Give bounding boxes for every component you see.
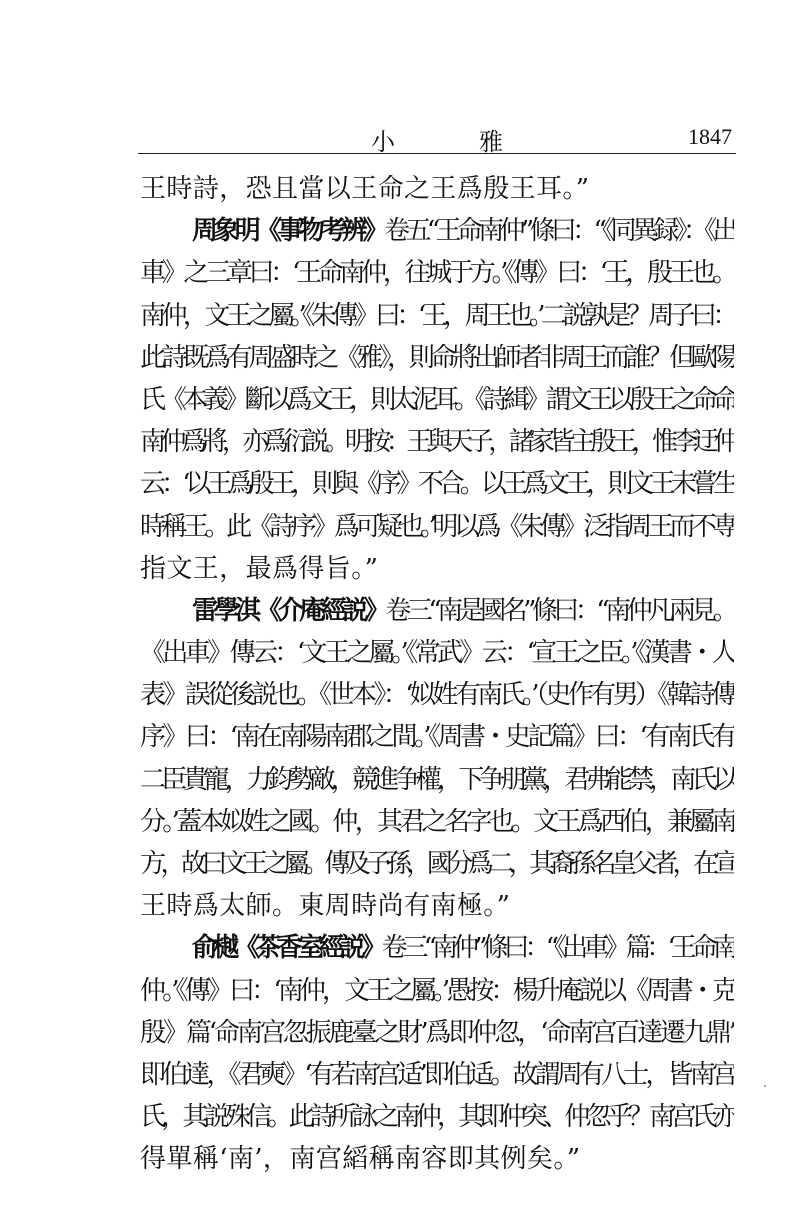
scan-speck (764, 1085, 766, 1087)
line-text: 殷》篇‘命南宫忽振鹿臺之財’爲即仲忽，‘命南宫百達遷九鼎’ (140, 1017, 734, 1048)
text-line (140, 590, 734, 632)
text-line (140, 716, 734, 758)
page-number: 1847 (688, 124, 732, 149)
line-text: 表》誤從後説也。《世本》：‘姒姓有南氏。’（史作有男）《韓詩傳 (140, 680, 734, 711)
line-text: 此詩既爲有周盛時之《雅》，則命將出師者非周王而誰？但歐陽 (140, 342, 734, 373)
text-line (140, 632, 734, 674)
text-line (140, 379, 734, 421)
running-header (138, 112, 736, 156)
line-text: 王時詩，恐且當以王命之王爲殷王耳。” (140, 174, 590, 204)
line-text: 分。’蓋本姒姓之國。仲，其君之名字也。文王爲西伯，兼屬南 (140, 806, 734, 837)
line-text: 氏，其説殊信。此詩所詠之南仲，其即仲突、仲忽乎？南宫氏亦 (140, 1102, 734, 1133)
text-line (140, 337, 734, 379)
text-line (140, 1012, 734, 1054)
body-text (140, 168, 734, 1181)
line-text: 即伯達，《君奭》‘有若南宫适’即伯适。故謂周有八士，皆南宫 (140, 1059, 734, 1090)
citation-source: 俞樾《茶香室經説》 (192, 933, 382, 964)
text-line (140, 421, 734, 463)
text-line (140, 168, 734, 210)
line-text: 時稱王。此《詩序》爲可疑也。’明以爲《朱傳》泛指周王而不専 (140, 511, 734, 542)
text-line (140, 252, 734, 294)
line-text: 指文王，最爲得旨。” (140, 553, 379, 584)
header-rule (138, 153, 736, 154)
text-line (140, 506, 734, 548)
text-line (140, 674, 734, 716)
line-text: 王時爲太師。東周時尚有南極。” (140, 891, 511, 922)
line-text: 南仲爲將，亦爲衍説。明按：王與天子，諸家皆主殷王，惟李迂仲 (140, 427, 734, 458)
text-line (140, 843, 734, 885)
citation-source: 雷學淇《介庵經説》 (192, 595, 386, 626)
line-text: 氏《本義》斷以爲文王，則太泥耳。《詩緝》謂文王以殷王之命命 (140, 384, 734, 415)
line-text: 云：‘以王爲殷王，則與《序》不合。以王爲文王，則文王未嘗生 (140, 469, 734, 500)
text-line (140, 463, 734, 505)
line-text: 仲。’《傳》曰：‘南仲，文王之屬。’愚按：楊升庵説以《周書・克 (140, 975, 734, 1006)
line-text: 卷三“南仲”條曰：“《出車》篇：‘王命南 (381, 933, 734, 964)
text-line (140, 885, 734, 927)
line-text: 《出車》傳云：‘文王之屬。’《常武》云：‘宣王之臣。’《漢書・人 (140, 638, 734, 669)
text-line (140, 1138, 734, 1180)
line-text: 序》曰：‘南在南陽南郡之間。’《周書・史記篇》曰：‘有南氏有 (140, 722, 734, 753)
text-line (140, 759, 734, 801)
text-line (140, 970, 734, 1012)
text-line (140, 801, 734, 843)
section-title: 小 雅 (371, 128, 533, 156)
line-text: 二臣貴寵，力鈞勢敵，競進争權，下争朋黨，君弗能禁，南氏以 (140, 764, 734, 795)
line-text: 南仲，文王之屬。’《朱傳》曰：‘王，周王也。’二説孰是？周子曰： (140, 300, 734, 331)
line-text: 卷五“王命南仲”條曰：“《同異録》：《出 (384, 216, 734, 247)
text-line (140, 927, 734, 969)
line-text: 得單稱‘南’，南宫縚稱南容即其例矣。” (140, 1144, 581, 1175)
citation-source: 周象明《事物考辨》 (192, 216, 385, 247)
line-text: 方，故曰文王之屬。傳及子孫，國分爲二，其裔孫名皇父者，在宣 (140, 849, 734, 879)
text-line (140, 295, 734, 337)
text-line (140, 210, 734, 252)
text-line (140, 1096, 734, 1138)
text-line (140, 548, 734, 590)
line-text: 車》之三章曰：‘王命南仲，往城于方。’《傳》曰：‘王，殷王也。 (140, 258, 734, 289)
text-line (140, 1054, 734, 1096)
line-text: 卷三“南是國名”條曰：“南仲凡兩見。 (385, 595, 734, 626)
